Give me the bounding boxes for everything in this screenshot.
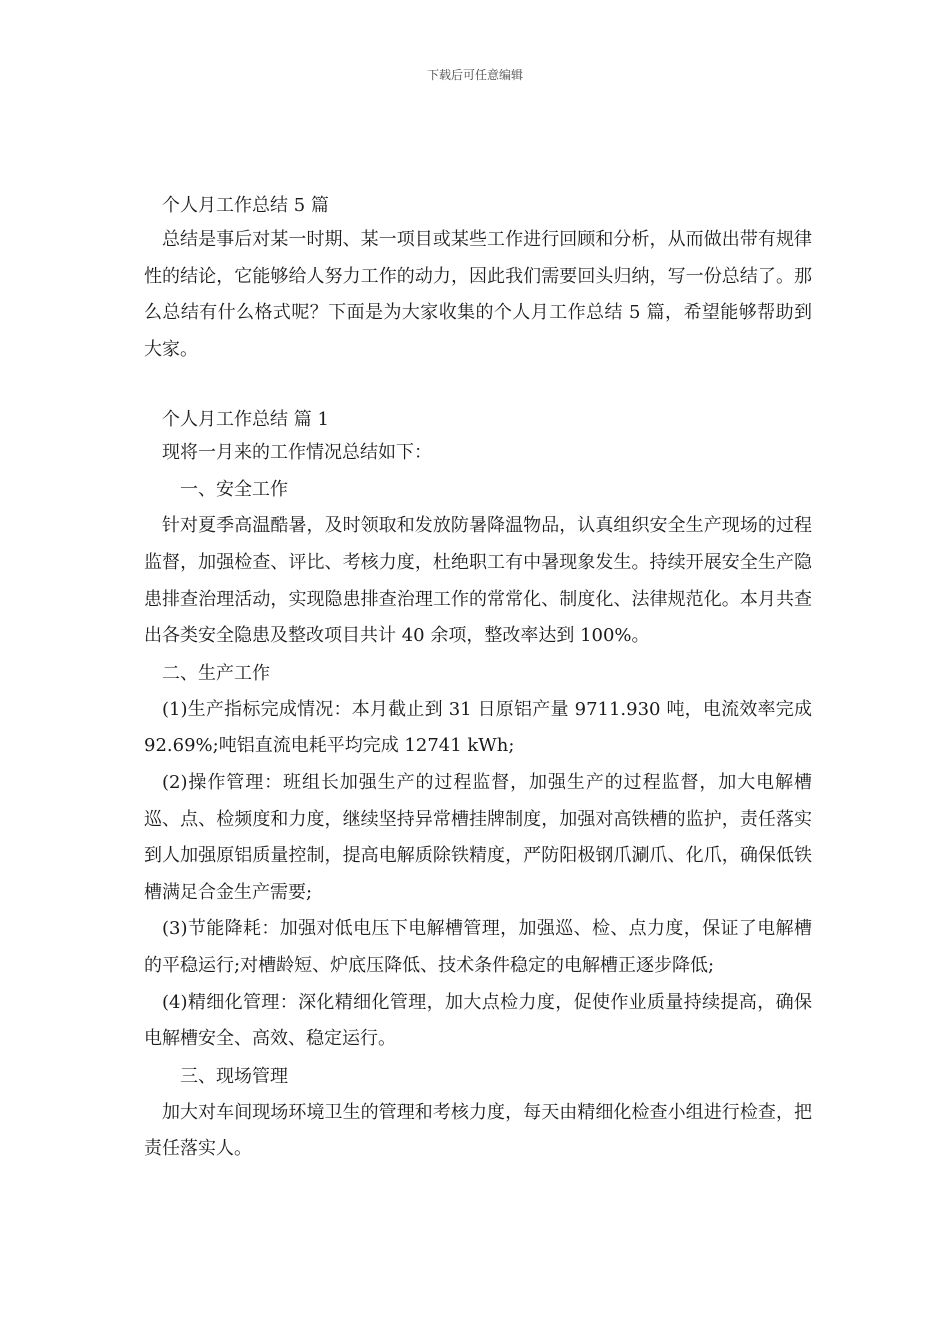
production-item: (2)操作管理：班组长加强生产的过程监督，加强生产的过程监督，加大电解槽巡、点、检频度和力度，继续坚持异常槽挂牌制度，加强对高铁槽的监护，责任落实到人加强原铝质量控制，提高电解质除铁精度，严防阳极钢爪涮爪、化爪，确保低铁槽满足合金生产需要; [144, 771, 812, 903]
production-item: (4)精细化管理：深化精细化管理，加大点检力度，促使作业质量持续提高，确保电解槽安全、高效、稳定运行。 [144, 991, 812, 1050]
header-note: 下载后可任意编辑 [426, 68, 523, 82]
section1-lead: 现将一月来的工作情况总结如下： [162, 442, 432, 464]
site-paragraph: 加大对车间现场环境卫生的管理和考核力度，每天由精细化检查小组进行检查，把责任落实人。 [144, 1101, 812, 1160]
safety-heading: 一、安全工作 [180, 479, 288, 501]
section1-title: 个人月工作总结 篇 1 [162, 409, 329, 431]
intro-paragraph: 总结是事后对某一时期、某一项目或某些工作进行回顾和分析，从而做出带有规律性的结论，它能够给人努力工作的动力，因此我们需要回头归纳，写一份总结了。那么总结有什么格式呢？下面是为大家收集的个人月工作总结 5 篇，希望能够帮助到大家。 [144, 229, 812, 360]
production-heading: 二、生产工作 [162, 662, 270, 684]
document-body [144, 192, 812, 1168]
safety-paragraph: 针对夏季高温酷暑，及时领取和发放防暑降温物品，认真组织安全生产现场的过程监督，加强检查、评比、考核力度，杜绝职工有中暑现象发生。持续开展安全生产隐患排查治理活动，实现隐患排查治理工作的常常化、制度化、法律规范化。本月共查出各类安全隐患及整改项目共计 40 余项，整改率达到 100%。 [144, 515, 812, 647]
production-item: (1)生产指标完成情况：本月截止到 31 日原铝产量 9711.930 吨，电流效率完成 92.69%;吨铝直流电耗平均完成 12741 kWh; [144, 698, 812, 757]
site-heading: 三、现场管理 [180, 1065, 288, 1087]
document-title: 个人月工作总结 5 篇 [162, 195, 329, 216]
production-item: (3)节能降耗：加强对低电压下电解槽管理，加强巡、检、点力度，保证了电解槽的平稳运行;对槽龄短、炉底压降低、技术条件稳定的电解槽正逐步降低; [144, 918, 812, 976]
